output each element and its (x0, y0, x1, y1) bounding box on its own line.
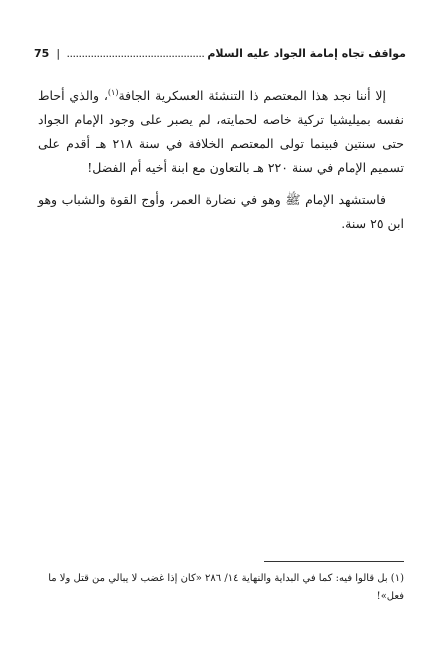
page-number: 75 (34, 46, 50, 60)
footnote (38, 570, 404, 606)
main-text (38, 84, 404, 244)
running-header-separator: | (56, 46, 61, 60)
footnote-text: (١) بل قالوا فيه: كما في البداية والنهاية ١٤/ ٢٨٦ «كان إذا غضب لا يبالي من قتل ولا ما فعل»! (48, 573, 404, 602)
paragraph-2 (38, 188, 404, 236)
paragraph-1 (38, 84, 404, 180)
running-header-leader: .............................................. (67, 46, 205, 60)
running-header-title: مواقف تجاه إمامة الجواد عليه السلام (207, 46, 406, 60)
paragraph-2-text: فاستشهد الإمام ﷺ وهو في نضارة العمر، وأوج القوة والشباب وهو ابن ٢٥ سنة. (38, 192, 404, 231)
footnote-divider (264, 561, 404, 562)
paragraph-1-text-cont: ، والذي أحاط نفسه بميليشيا تركية خاصه لحمايته، لم يصبر على وجود الإمام الجواد حتى سنتين فبينما تولى المعتصم الخلافة في سنة ٢١٨ هـ أقدم على تسميم الإمام في سنة ٢٢٠ هـ بالتعاون مع ابنة أخيه أم الفضل! (38, 88, 404, 175)
footnote-reference[interactable]: (١) (107, 87, 119, 97)
running-header (34, 42, 406, 64)
paragraph-1-text: إلا أننا نجد هذا المعتصم ذا التنشئة العسكرية الجافة (118, 88, 386, 103)
